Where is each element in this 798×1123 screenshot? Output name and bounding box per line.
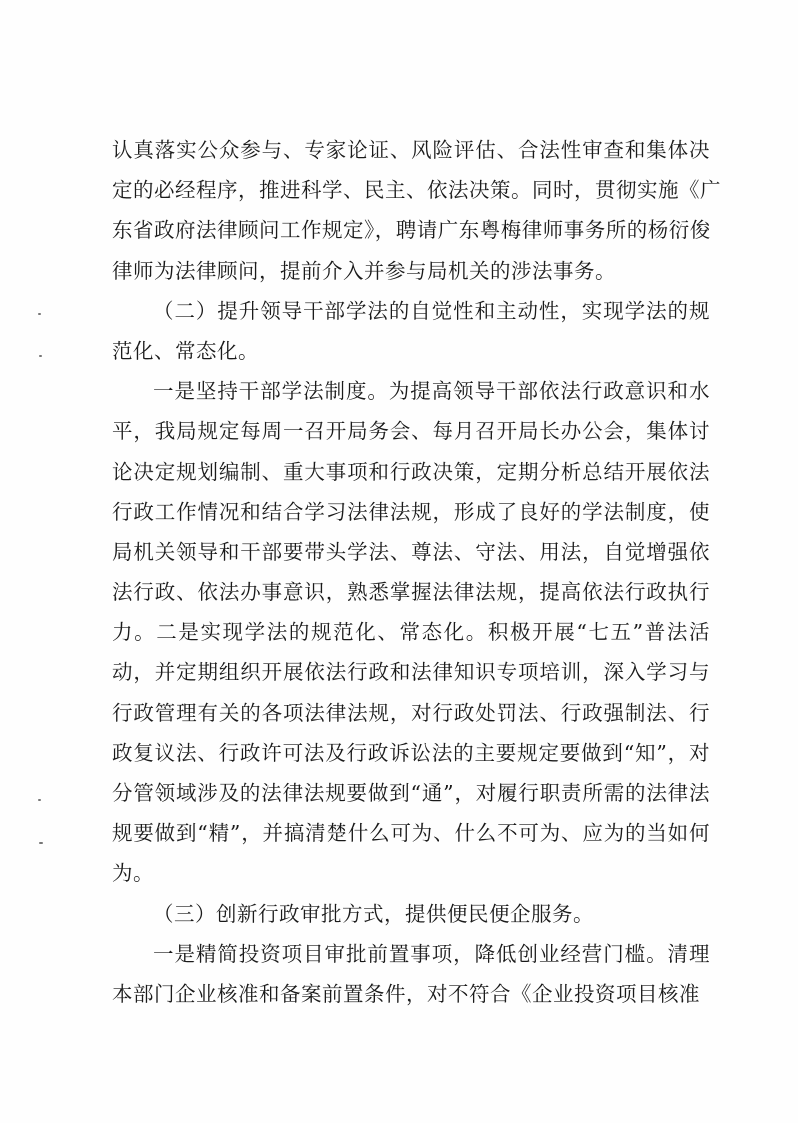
- section-heading-3: [112, 894, 710, 934]
- text-line: 一是精简投资项目审批前置事项，降低创业经营门槛。清理: [153, 941, 710, 966]
- text-line: 分管领域涉及的法律法规要做到“通”，对履行职责所需的法律法: [112, 781, 710, 805]
- text-line: 东省政府法律顾问工作规定》，聘请广东粤梅律师事务所的杨衍俊: [112, 218, 711, 243]
- text-line: （二）提升领导干部学法的自觉性和主动性，实现学法的规: [153, 298, 710, 323]
- text-line: 范化、常态化。: [112, 338, 259, 363]
- text-line: 为。: [112, 861, 154, 886]
- paragraph-study-system: [112, 371, 710, 893]
- paragraph-approval: [112, 934, 710, 1014]
- scan-speck: [38, 313, 41, 315]
- text-line: 力。二是实现学法的规范化、常态化。积极开展“七五”普法活: [112, 620, 710, 645]
- scan-speck: [39, 842, 43, 844]
- text-line: 律师为法律顾问，提前介入并参与局机关的涉法事务。: [112, 258, 616, 283]
- text-line: 法行政、依法办事意识，熟悉掌握法律法规，提高依法行政执行: [112, 580, 710, 605]
- section-heading-2: [112, 291, 710, 371]
- scan-speck: [39, 355, 42, 357]
- text-line: 平，我局规定每周一召开局务会、每月召开局长办公会，集体讨: [112, 419, 710, 444]
- text-line: 政复议法、行政许可法及行政诉讼法的主要规定要做到“知”，对: [112, 740, 710, 765]
- text-line: 认真落实公众参与、专家论证、风险评估、合法性审查和集体决: [112, 138, 710, 162]
- text-line: 局机关领导和干部要带头学法、尊法、守法、用法，自觉增强依: [112, 539, 710, 564]
- text-line: 规要做到“精”，并搞清楚什么可为、什么不可为、应为的当如何: [112, 821, 710, 846]
- text-line: 行政管理有关的各项法律法规，对行政处罚法、行政强制法、行: [112, 700, 710, 725]
- text-line: 定的必经程序，推进科学、民主、依法决策。同时，贯彻实施《广: [112, 178, 721, 203]
- paragraph-consultation: [112, 130, 721, 291]
- scan-speck: [38, 799, 41, 801]
- document-body: [112, 130, 721, 1014]
- text-line: 一是坚持干部学法制度。为提高领导干部依法行政意识和水: [153, 379, 710, 404]
- text-line: 行政工作情况和结合学习法律法规，形成了良好的学法制度，使: [112, 499, 710, 524]
- text-line: （三）创新行政审批方式，提供便民便企服务。: [153, 901, 594, 926]
- text-line: 动，并定期组织开展依法行政和法律知识专项培训，深入学习与: [112, 660, 710, 685]
- text-line: 本部门企业核准和备案前置条件，对不符合《企业投资项目核准: [112, 981, 700, 1006]
- text-line: 论决定规划编制、重大事项和行政决策，定期分析总结开展依法: [112, 459, 710, 484]
